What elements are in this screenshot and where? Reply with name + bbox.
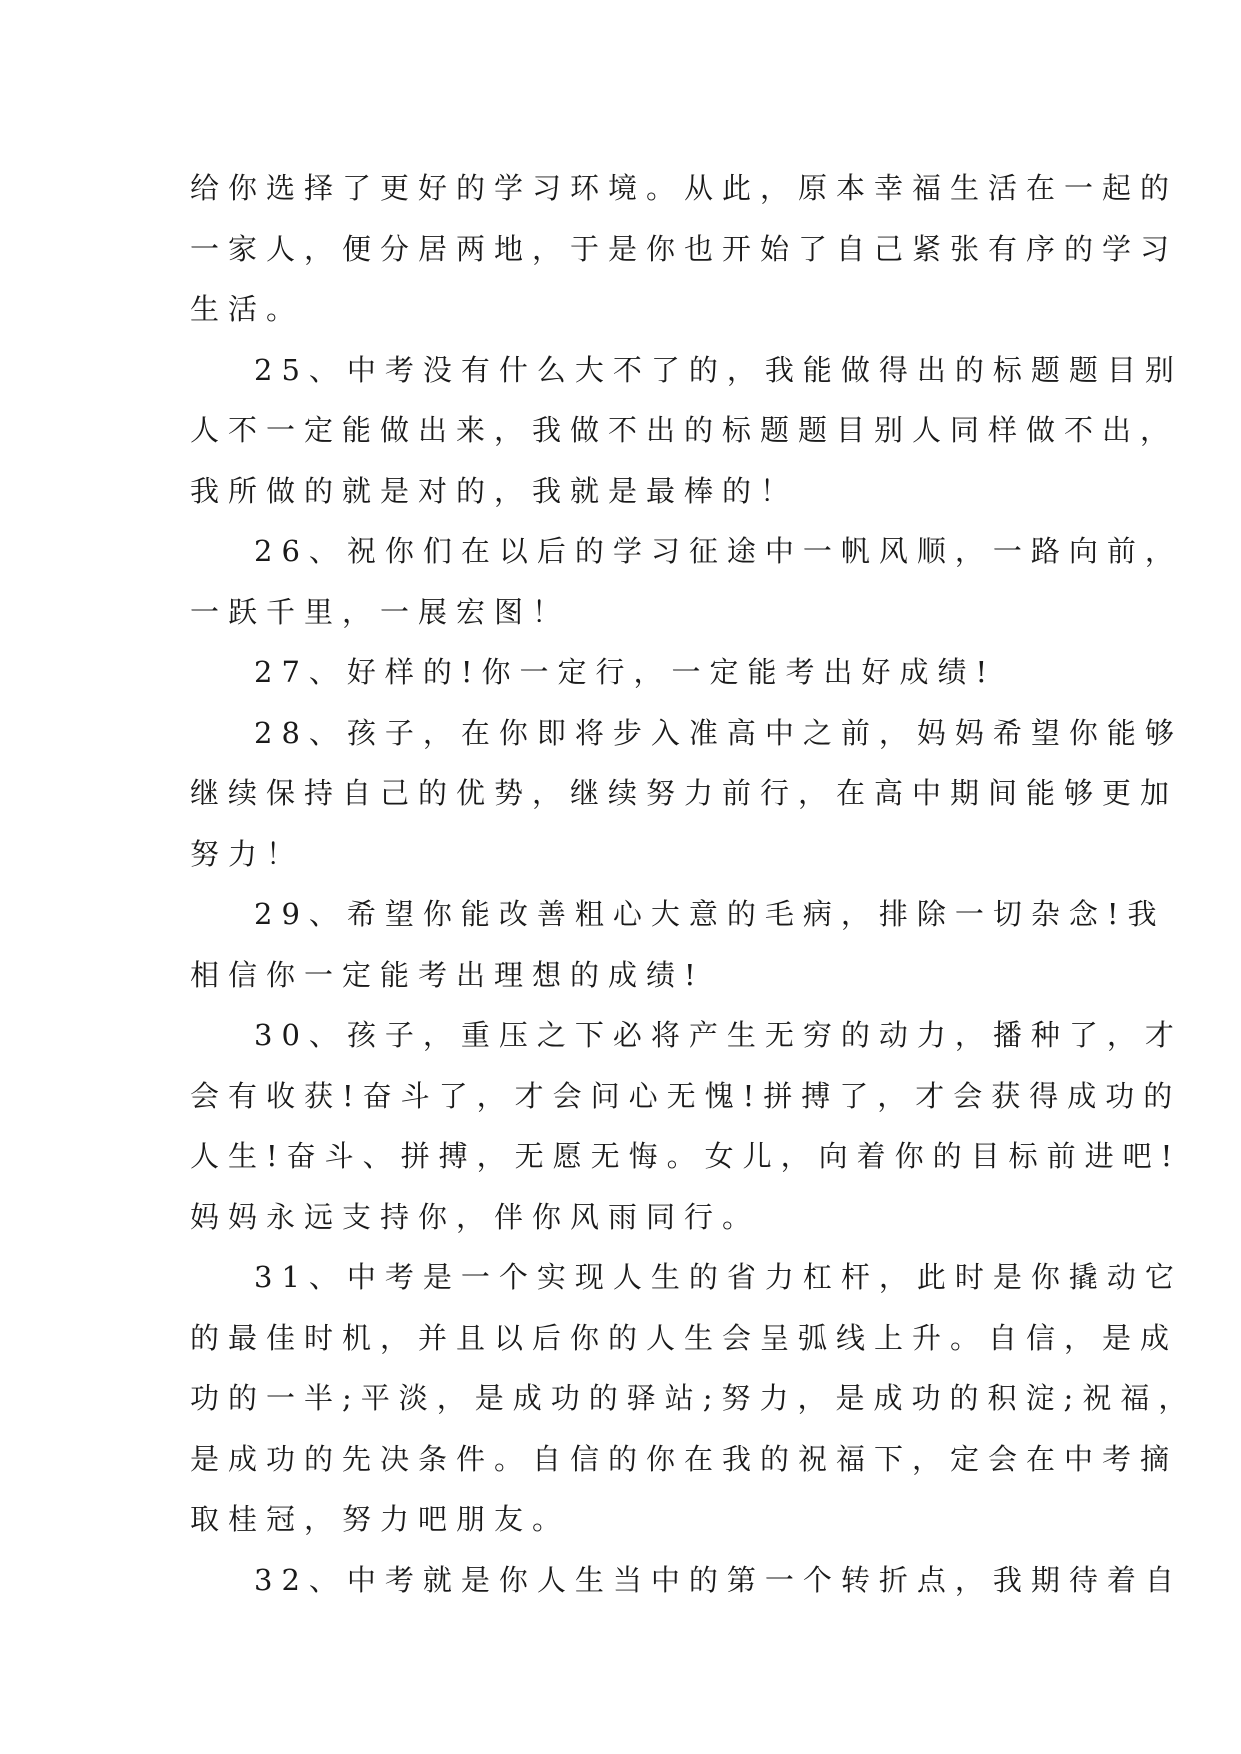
paragraph-25-start: 25、中考没有什么大不了的，我能做得出的标题题目别: [254, 352, 1183, 387]
text-line: 一跃千里，一展宏图！: [190, 594, 571, 629]
document-body: [190, 158, 1197, 1610]
text-line: 给你选择了更好的学习环境。从此，原本幸福生活在一起的: [190, 171, 1179, 205]
text-line: 的最佳时机，并且以后你的人生会呈弧线上升。自信，是成: [190, 1320, 1179, 1355]
text-line: 取桂冠，努力吧朋友。: [190, 1502, 571, 1536]
text-line: 人不一定能做出来，我做不出的标题题目别人同样做不出，: [190, 413, 1179, 447]
paragraph-26-start: 26、祝你们在以后的学习征途中一帆风顺，一路向前，: [254, 534, 1183, 568]
paragraph-32-start: 32、中考就是你人生当中的第一个转折点，我期待着自: [254, 1562, 1183, 1597]
text-line: 生活。: [190, 292, 305, 326]
paragraph-27-start: 27、好样的!你一定行，一定能考出好成绩!: [254, 655, 997, 689]
text-line: 会有收获!奋斗了，才会问心无愧!拼搏了，才会获得成功的: [190, 1078, 1182, 1113]
text-line: 妈妈永远支持你，伴你风雨同行。: [190, 1199, 761, 1234]
paragraph-29-start: 29、希望你能改善粗心大意的毛病，排除一切杂念!我: [254, 897, 1166, 931]
text-line: 人生!奋斗、拼搏，无愿无悔。女儿，向着你的目标前进吧!: [190, 1139, 1182, 1173]
text-line: 努力！: [190, 836, 305, 871]
text-line: 相信你一定能考出理想的成绩!: [190, 957, 705, 992]
text-line: 功的一半;平淡，是成功的驿站;努力，是成功的积淀;祝福，: [190, 1381, 1197, 1415]
paragraph-30-start: 30、孩子，重压之下必将产生无穷的动力，播种了，才: [254, 1018, 1183, 1052]
text-line: 我所做的就是对的，我就是最棒的！: [190, 473, 799, 508]
paragraph-28-start: 28、孩子，在你即将步入准高中之前，妈妈希望你能够: [254, 715, 1183, 750]
paragraph-31-start: 31、中考是一个实现人生的省力杠杆，此时是你撬动它: [254, 1260, 1183, 1294]
text-line: 一家人，便分居两地，于是你也开始了自己紧张有序的学习: [190, 231, 1179, 266]
text-line: 继续保持自己的优势，继续努力前行，在高中期间能够更加: [190, 776, 1179, 810]
text-line: 是成功的先决条件。自信的你在我的祝福下，定会在中考摘: [190, 1441, 1179, 1476]
